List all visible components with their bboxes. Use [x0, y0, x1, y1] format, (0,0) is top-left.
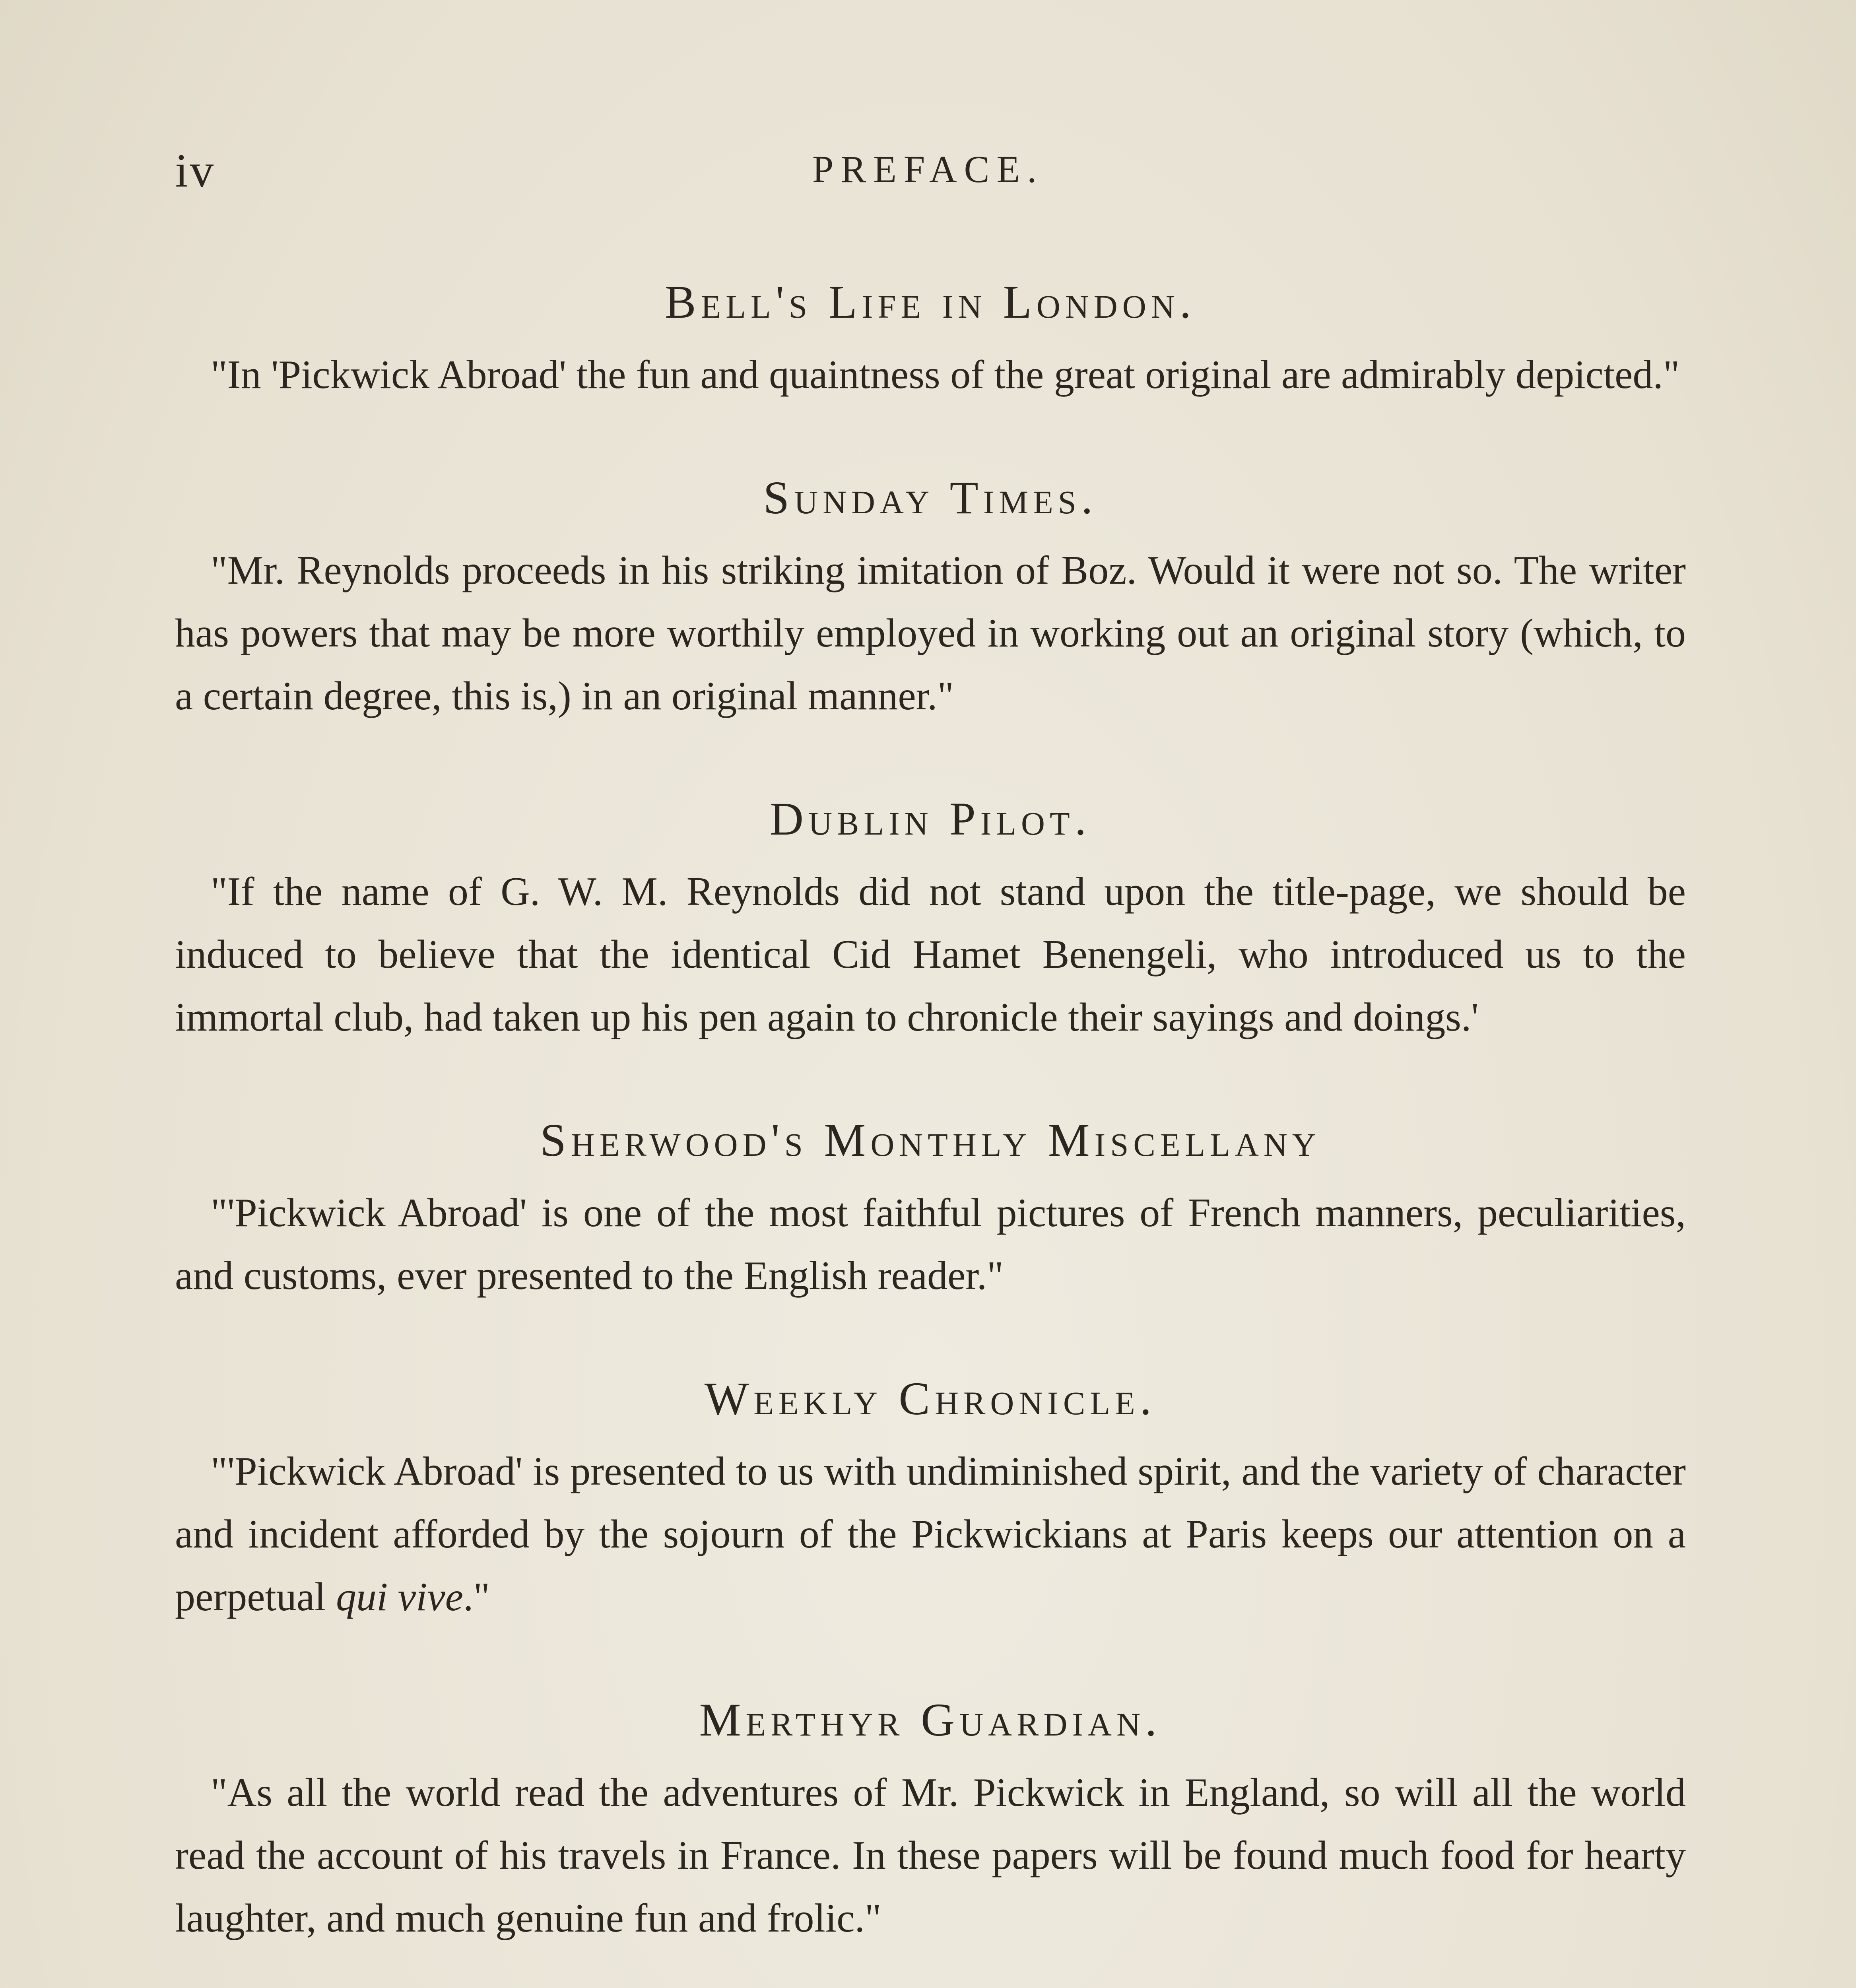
- review-quote: "If the name of G. W. M. Reynolds did not stand upon the title-page, we should be induced to believe that the identical Cid Hamet Benengeli, who introduced us to the immortal club, had taken up his pen again to chronicle their sayings and doings.': [175, 869, 1686, 1040]
- quote-text: .": [463, 1574, 490, 1619]
- publication-title: Weekly Chronicle.: [704, 1373, 1157, 1425]
- review-quote: "'Pickwick Abroad' is one of the most faithful pictures of French manners, peculiarities, and customs, ever presented to the English reader.": [175, 1190, 1686, 1298]
- reviews-list: [175, 270, 1686, 1988]
- review-dublin-pilot: [175, 787, 1686, 1049]
- review-quote: "As all the world read the adventures of Mr. Pickwick in England, so will all the world read the account of his travels in France. In these papers will be found much food for hearty laughter, and much genuine fun and frolic.": [175, 1770, 1686, 1941]
- review-merthyr-guardian: [175, 1688, 1686, 1950]
- review-quote: "Mr. Reynolds proceeds in his striking imitation of Boz. Would it were not so. The writer has powers that may be more worthily employed in working out an original story (which, to a certain degree, this is,) in an original manner.": [175, 548, 1686, 718]
- publication-title: Sherwood's Monthly Miscellany: [540, 1114, 1321, 1166]
- review-sunday-times: [175, 466, 1686, 728]
- publication-title: Dublin Pilot.: [769, 793, 1091, 845]
- publication-title: Sunday Times.: [763, 472, 1098, 524]
- page-header: [175, 143, 1681, 223]
- review-quote: "In 'Pickwick Abroad' the fun and quaintness of the great original are admirably depicted.": [211, 352, 1680, 397]
- review-bells-life: [175, 270, 1686, 406]
- publication-title: Merthyr Guardian.: [699, 1694, 1162, 1746]
- review-sherwoods-monthly: [175, 1109, 1686, 1307]
- running-head: PREFACE.: [812, 148, 1044, 190]
- quote-italic: qui vive: [336, 1574, 463, 1619]
- page-number: iv: [175, 144, 215, 197]
- quote-text: "'Pickwick Abroad' is presented to us with undiminished spirit, and the variety of character and incident afforded by the sojourn of the Pickwickians at Paris keeps our attention on a perpetual: [175, 1449, 1686, 1619]
- review-weekly-chronicle: [175, 1367, 1686, 1629]
- review-quote: [175, 1440, 1686, 1629]
- publication-title: Bell's Life in London.: [664, 276, 1196, 328]
